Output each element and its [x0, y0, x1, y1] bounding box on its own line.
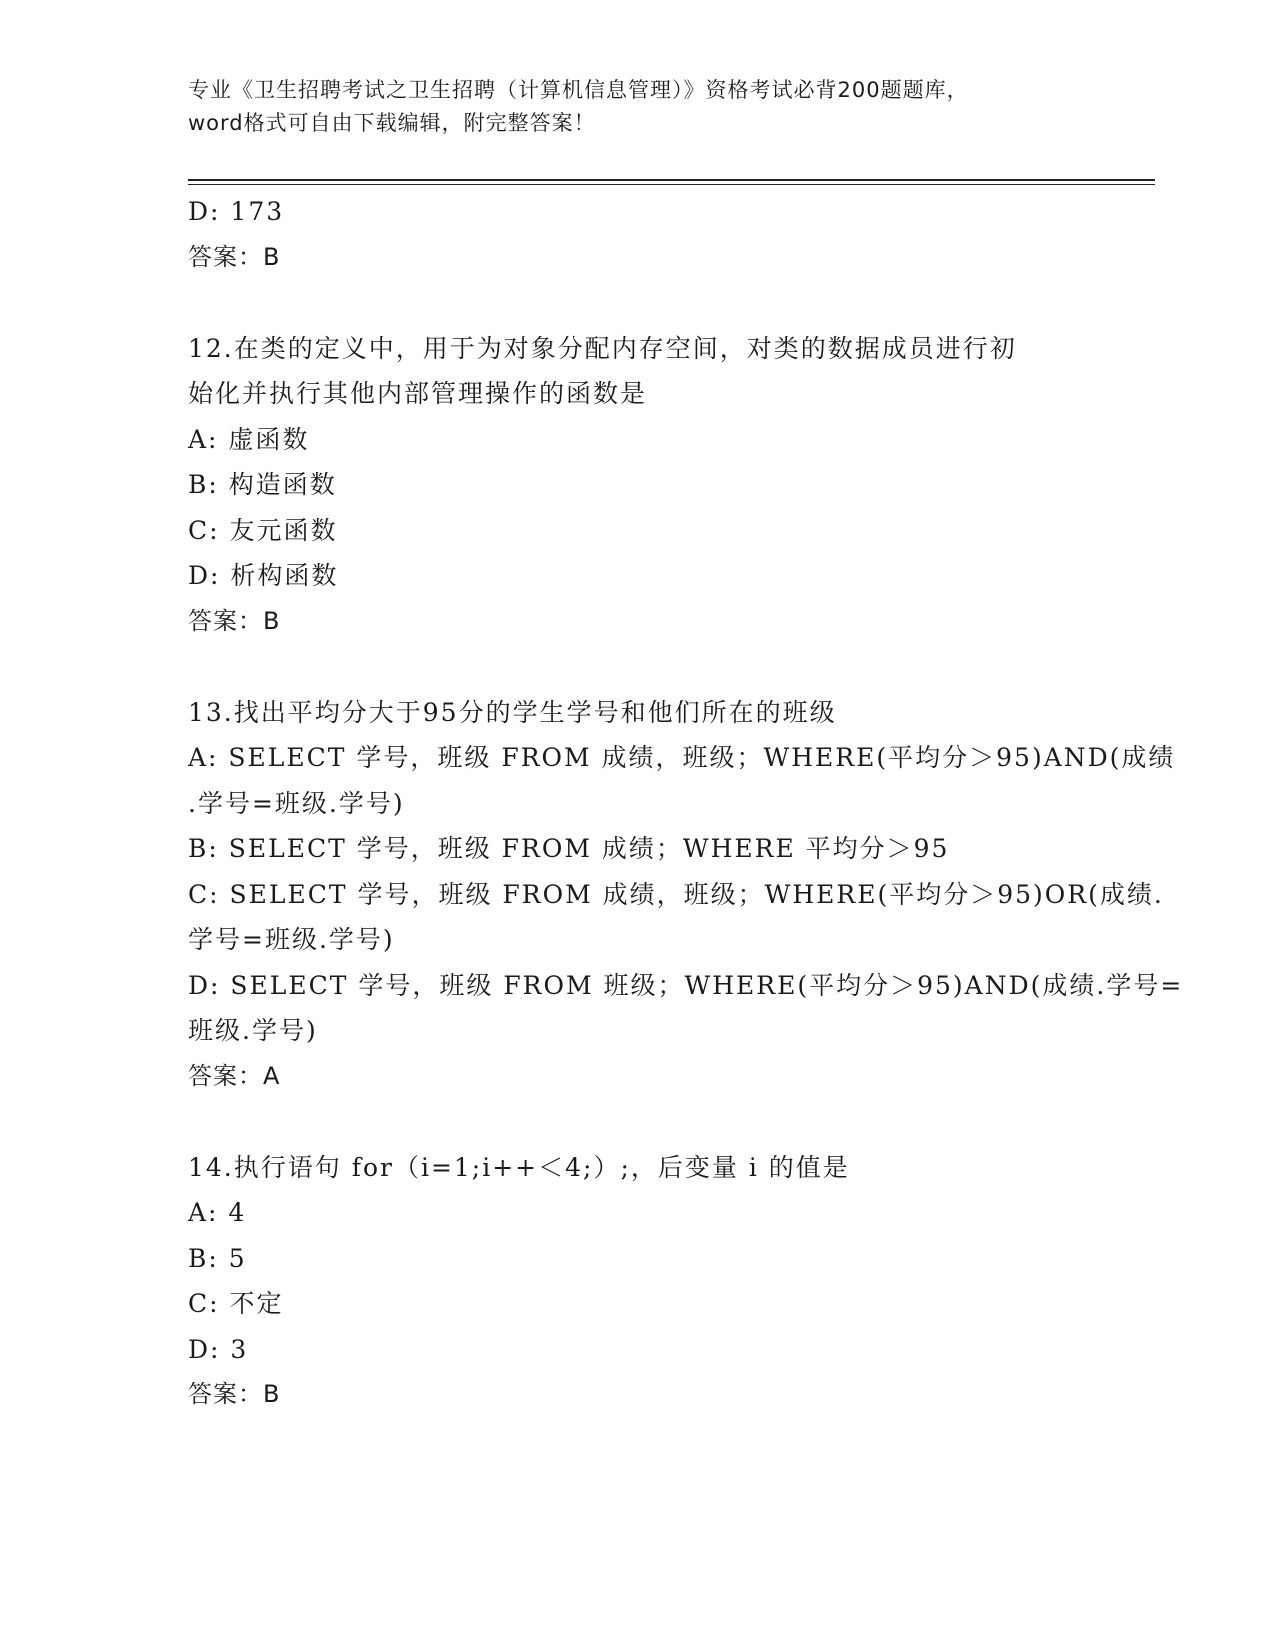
option-d: D: 3	[188, 1334, 249, 1364]
header-line-1: 专业《卫生招聘考试之卫生招聘（计算机信息管理）》资格考试必背200题题库，	[188, 78, 969, 102]
option-d: D: 173	[188, 197, 285, 226]
option-a: A: 虚函数	[188, 424, 310, 454]
answer: 答案：B	[188, 606, 281, 635]
answer: 答案：B	[188, 1380, 281, 1408]
document-header	[188, 74, 1088, 140]
question-list	[188, 189, 1184, 1418]
question-stem: 14.执行语句 for（i=1;i++＜4;）;，后变量 i 的值是	[188, 1152, 850, 1182]
option-c: C: SELECT 学号，班级 FROM 成绩，班级；WHERE(平均分＞95)OR(成绩.	[188, 879, 1164, 909]
option-b: B: 5	[188, 1243, 247, 1273]
question-11	[188, 189, 1088, 280]
option-c-continued: 学号=班级.学号)	[188, 925, 395, 954]
question-14	[188, 1145, 1088, 1418]
answer: 答案：B	[188, 242, 281, 271]
option-b: B: 构造函数	[188, 470, 337, 499]
question-12	[188, 326, 1088, 645]
option-a: A: SELECT 学号，班级 FROM 成绩，班级；WHERE(平均分＞95)AND(成绩	[188, 743, 1176, 772]
option-d-continued: 班级.学号)	[188, 1016, 318, 1045]
header-line-2: word格式可自由下载编辑，附完整答案！	[188, 111, 596, 135]
option-a-continued: .学号=班级.学号)	[188, 788, 405, 818]
question-13	[188, 690, 1184, 1100]
question-stem: 12.在类的定义中，用于为对象分配内存空间，对类的数据成员进行初	[188, 333, 1017, 363]
option-d: D: 析构函数	[188, 561, 339, 590]
question-stem: 13.找出平均分大于95分的学生学号和他们所在的班级	[188, 697, 837, 727]
option-d: D: SELECT 学号，班级 FROM 班级；WHERE(平均分＞95)AND(成绩.学号=	[188, 970, 1184, 1000]
header-divider	[188, 179, 1155, 185]
option-a: A: 4	[188, 1198, 247, 1227]
answer: 答案：A	[188, 1061, 281, 1090]
option-c: C: 不定	[188, 1289, 284, 1318]
question-stem-continued: 始化并执行其他内部管理操作的函数是	[188, 379, 648, 408]
option-c: C: 友元函数	[188, 515, 338, 545]
option-b: B: SELECT 学号，班级 FROM 成绩；WHERE 平均分＞95	[188, 834, 950, 863]
